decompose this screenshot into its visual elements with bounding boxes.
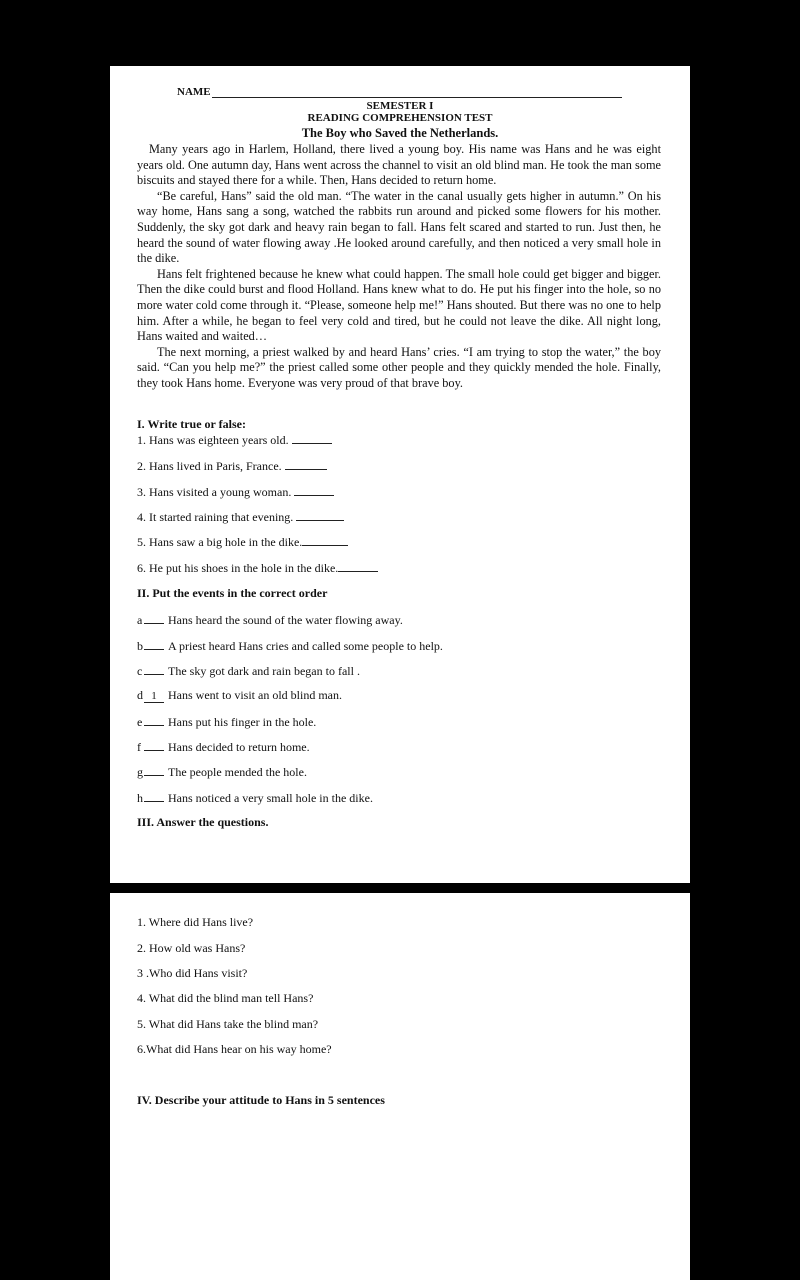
open-question-5: 5. What did Hans take the blind man? bbox=[137, 1017, 319, 1031]
order-blank[interactable] bbox=[144, 714, 164, 726]
answer-blank[interactable] bbox=[292, 433, 332, 444]
section-3-title: III. Answer the questions. bbox=[137, 815, 269, 829]
open-question-3: 3 .Who did Hans visit? bbox=[137, 966, 248, 980]
worksheet-page-1 bbox=[110, 66, 690, 883]
order-blank[interactable] bbox=[144, 764, 164, 776]
section-2-title: II. Put the events in the correct order bbox=[137, 586, 328, 600]
tf-question-3: 3. Hans visited a young woman. bbox=[137, 485, 334, 500]
story-paragraph: “Be careful, Hans” said the old man. “The water in the canal usually gets higher in autumn.” On his way home, Hans sang a song, watched the rabbits run around and picked some flowers for his mother. Suddenly, the sky got dark and heavy rain began to fall. Hans felt scared and started to run. Just then, he heard the sound of water flowing away .He looked around carefully, and then noticed a very small hole in the dike. bbox=[137, 188, 661, 266]
tf-question-1: 1. Hans was eighteen years old. bbox=[137, 433, 332, 448]
open-question-4: 4. What did the blind man tell Hans? bbox=[137, 991, 314, 1005]
open-question-1: 1. Where did Hans live? bbox=[137, 915, 254, 929]
test-title: READING COMPREHENSION TEST bbox=[307, 112, 493, 124]
tf-question-5: 5. Hans saw a big hole in the dike. bbox=[137, 535, 348, 550]
story-title: The Boy who Saved the Netherlands. bbox=[301, 126, 499, 140]
event-item-h: h Hans noticed a very small hole in the dike. bbox=[137, 791, 373, 805]
answer-blank[interactable] bbox=[294, 485, 334, 496]
event-item-b: b A priest heard Hans cries and called some people to help. bbox=[137, 639, 443, 653]
event-item-e: e Hans put his finger in the hole. bbox=[137, 715, 317, 729]
name-blank-line[interactable] bbox=[212, 86, 622, 98]
answer-blank[interactable] bbox=[302, 535, 348, 546]
story-paragraph: Hans felt frightened because he knew what could happen. The small hole could get bigger and bigger. Then the dike could burst and flood Holland. Hans knew what to do. He put his finger into the hole, so no more water cold come through it. “Please, someone help me!” Hans shouted. But there was no one to help him. After a while, he began to feel very cold and tired, but he could not leave the dike. All night long, Hans waited and waited… bbox=[137, 266, 661, 344]
event-item-c: c The sky got dark and rain began to fall . bbox=[137, 664, 360, 678]
event-item-f: f Hans decided to return home. bbox=[137, 740, 310, 754]
event-item-a: a Hans heard the sound of the water flowing away. bbox=[137, 613, 403, 627]
tf-question-2: 2. Hans lived in Paris, France. bbox=[137, 459, 327, 474]
open-question-6: 6.What did Hans hear on his way home? bbox=[137, 1042, 332, 1056]
event-item-g: g The people mended the hole. bbox=[137, 765, 307, 779]
name-field bbox=[177, 86, 622, 98]
event-item-d: d 1 Hans went to visit an old blind man. bbox=[137, 688, 342, 702]
section-4-title: IV. Describe your attitude to Hans in 5 sentences bbox=[137, 1093, 385, 1107]
order-blank[interactable] bbox=[144, 638, 164, 650]
tf-question-6: 6. He put his shoes in the hole in the dike. bbox=[137, 561, 378, 576]
order-blank[interactable] bbox=[144, 612, 164, 624]
order-blank[interactable] bbox=[144, 739, 164, 751]
answer-blank[interactable] bbox=[338, 561, 378, 572]
open-question-2: 2. How old was Hans? bbox=[137, 941, 246, 955]
answer-blank[interactable] bbox=[296, 510, 344, 521]
semester-heading: SEMESTER I bbox=[366, 100, 434, 112]
order-blank[interactable] bbox=[144, 790, 164, 802]
story-text bbox=[137, 142, 661, 392]
answer-blank[interactable] bbox=[285, 459, 327, 470]
order-blank[interactable] bbox=[144, 663, 164, 675]
worksheet-page-2 bbox=[110, 893, 690, 1280]
section-1-title: I. Write true or false: bbox=[137, 417, 246, 431]
name-label: NAME bbox=[177, 86, 211, 98]
story-paragraph: The next morning, a priest walked by and heard Hans’ cries. “I am trying to stop the water,” the boy said. “Can you help me?” the priest called some other people and they quickly mended the hole. Finally, they took Hans home. Everyone was very proud of that brave boy. bbox=[137, 344, 661, 390]
order-blank[interactable]: 1 bbox=[144, 691, 164, 703]
tf-question-4: 4. It started raining that evening. bbox=[137, 510, 344, 525]
story-paragraph: Many years ago in Harlem, Holland, there lived a young boy. His name was Hans and he was eight years old. One autumn day, Hans went across the channel to visit an old blind man. He took the man some biscuits and stayed there for a while. Then, Hans decided to return home. bbox=[137, 142, 661, 188]
